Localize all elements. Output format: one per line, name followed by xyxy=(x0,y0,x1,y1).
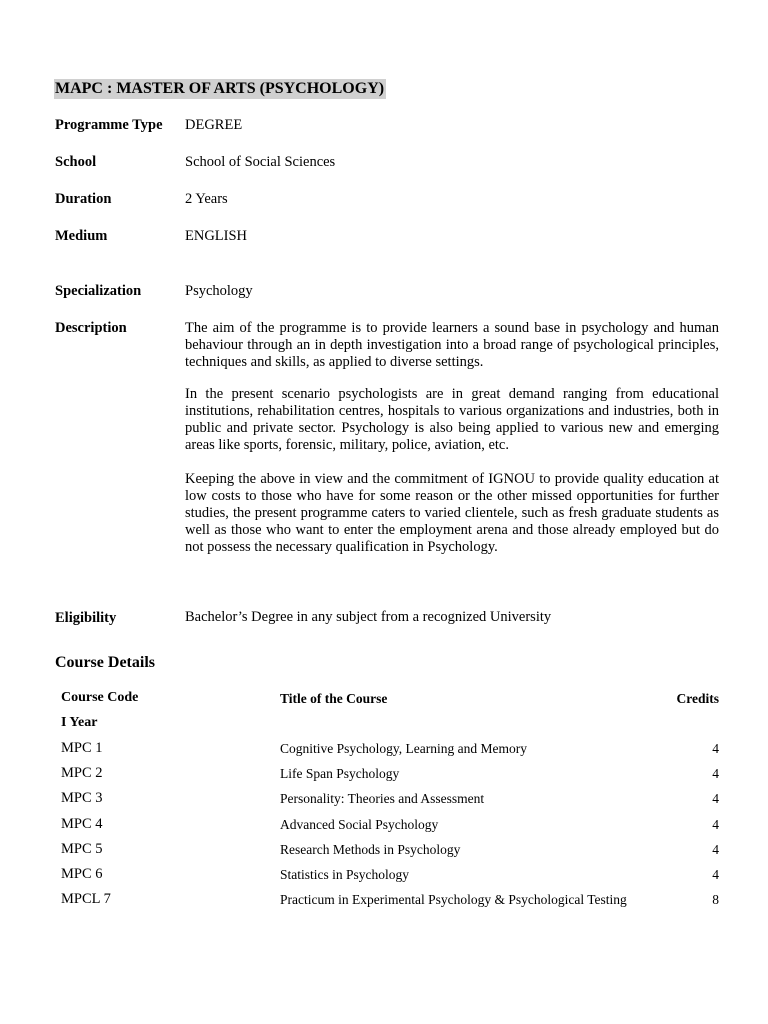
column-header-credits: Credits xyxy=(676,691,719,706)
programme-type-value: DEGREE xyxy=(185,117,243,133)
course-code: MPCL 7 xyxy=(61,891,111,907)
school-label: School xyxy=(55,154,97,170)
column-header-course-code: Course Code xyxy=(61,690,139,705)
course-code: MPC 6 xyxy=(61,866,103,882)
specialization-value: Psychology xyxy=(185,283,253,299)
course-details-heading: Course Details xyxy=(55,654,155,671)
medium-value: ENGLISH xyxy=(185,228,248,244)
course-credits: 4 xyxy=(712,867,719,882)
course-code: MPC 1 xyxy=(61,740,103,756)
course-code: MPC 3 xyxy=(61,790,103,806)
course-credits: 4 xyxy=(712,791,719,806)
specialization-label: Specialization xyxy=(55,283,142,299)
description-paragraph-3: Keeping the above in view and the commitment of IGNOU to provide quality education at low costs to those who have for some reason or the other missed opportunities for further studies, the present programme caters to varied clientele, such as fresh graduate students as well as those who want to enter the employment arena and those already employed but do not possess the necessary qualification in Psychology. xyxy=(185,471,719,555)
course-title: Practicum in Experimental Psychology & Psychological Testing xyxy=(280,892,627,907)
course-title: Life Span Psychology xyxy=(280,766,400,781)
course-title: Statistics in Psychology xyxy=(280,867,410,882)
medium-label: Medium xyxy=(55,228,108,244)
course-credits: 8 xyxy=(712,892,719,907)
course-credits: 4 xyxy=(712,741,719,756)
duration-label: Duration xyxy=(55,191,112,207)
course-title: Advanced Social Psychology xyxy=(280,817,439,832)
course-credits: 4 xyxy=(712,766,719,781)
course-title: Cognitive Psychology, Learning and Memory xyxy=(280,741,527,756)
description-label: Description xyxy=(55,320,127,336)
duration-value: 2 Years xyxy=(185,191,228,207)
year-label: I Year xyxy=(61,715,98,730)
eligibility-value: Bachelor’s Degree in any subject from a recognized University xyxy=(185,609,552,625)
programme-type-label: Programme Type xyxy=(55,117,163,133)
description-paragraph-1: The aim of the programme is to provide learners a sound base in psychology and human behaviour through an in depth investigation into a broad range of psychological principles, techniques and skills, as applied to diverse settings. xyxy=(185,320,719,370)
column-header-course-title: Title of the Course xyxy=(280,691,388,706)
course-credits: 4 xyxy=(712,842,719,857)
school-value: School of Social Sciences xyxy=(185,154,336,170)
description-paragraph-2: In the present scenario psychologists are in great demand ranging from educational institutions, rehabilitation centres, hospitals to various organizations and industries, both in public and private sector. Psychology is also being applied to various new and emerging areas like sports, forensic, military, police, aviation, etc. xyxy=(185,386,719,453)
course-code: MPC 5 xyxy=(61,841,103,857)
course-code: MPC 4 xyxy=(61,816,103,832)
course-title: Personality: Theories and Assessment xyxy=(280,791,485,806)
course-credits: 4 xyxy=(712,817,719,832)
document-title: MAPC : MASTER OF ARTS (PSYCHOLOGY) xyxy=(55,80,385,97)
course-code: MPC 2 xyxy=(61,765,103,781)
course-title: Research Methods in Psychology xyxy=(280,842,461,857)
eligibility-label: Eligibility xyxy=(55,610,117,626)
